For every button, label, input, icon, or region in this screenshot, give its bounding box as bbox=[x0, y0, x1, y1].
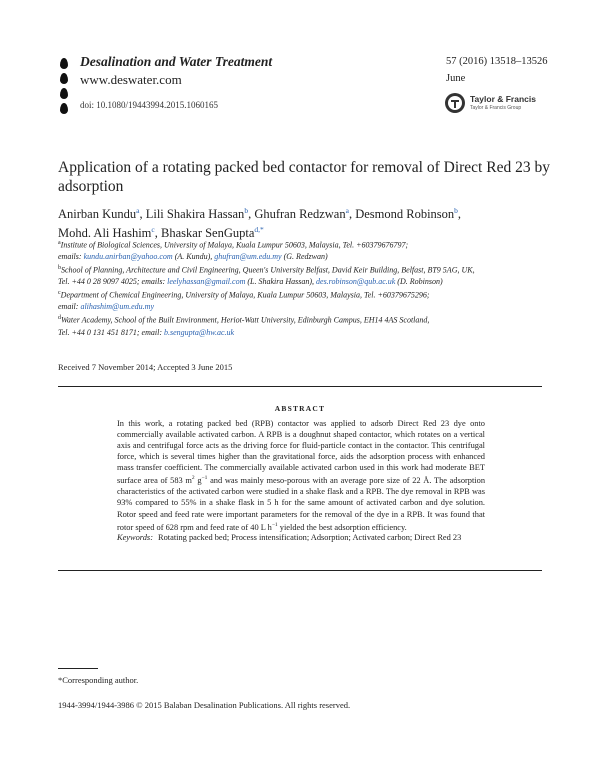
journal-url[interactable]: www.deswater.com bbox=[80, 72, 182, 87]
journal-logo-icon bbox=[58, 58, 72, 120]
received-dates: Received 7 November 2014; Accepted 3 June 2015 bbox=[58, 362, 233, 372]
abstract-heading: ABSTRACT bbox=[274, 404, 326, 413]
email-link[interactable]: des.robinson@qub.ac.uk bbox=[316, 277, 396, 287]
keywords bbox=[117, 532, 485, 543]
keywords-list: Rotating packed bed; Process intensification; Adsorption; Activated carbon; Direct Red 23 bbox=[158, 533, 462, 542]
article-title: Application of a rotating packed bed contactor for removal of Direct Red 23 by adsorption bbox=[58, 159, 550, 195]
author-name: Ghufran Redzwan bbox=[254, 207, 346, 222]
footnote-rule bbox=[58, 668, 98, 669]
journal-title: Desalination and Water Treatment bbox=[80, 54, 273, 69]
issue-month: June bbox=[446, 73, 466, 84]
keywords-label: Keywords: bbox=[117, 533, 153, 542]
author-name: Mohd. Ali Hashim bbox=[58, 226, 152, 241]
publisher-name: Taylor & Francis bbox=[470, 94, 536, 104]
author-affiliation-mark[interactable]: b bbox=[244, 206, 249, 215]
author-affiliation-mark[interactable]: c bbox=[151, 225, 155, 235]
doi[interactable]: doi: 10.1080/19443994.2015.1060165 bbox=[80, 100, 219, 110]
taylor-francis-icon bbox=[444, 92, 466, 114]
volume-info: 57 (2016) 13518–13526 bbox=[446, 56, 548, 67]
affiliation-a: $^a$Institute of Biological Sciences, University of Malaya, Kuala Lumpur 50603, Malaysia, Tel. +60379676797; emails: kundu.anirban@yahoo.com (A. Kundu), ghufran@um.edu.my (G. Redzwan) bbox=[58, 240, 409, 262]
affiliation-c: $^c$Department of Chemical Engineering, University of Malaya, Kuala Lumpur 50603, Malaysia, Tel. +60379675296; email: alihashim@um.edu.my bbox=[58, 290, 430, 312]
author-name: Desmond Robinson bbox=[355, 207, 455, 222]
author-affiliation-mark[interactable]: a bbox=[345, 206, 349, 215]
section-divider bbox=[58, 386, 542, 387]
author-affiliation-mark[interactable]: d,* bbox=[254, 225, 264, 235]
author-name: Anirban Kundu bbox=[58, 207, 137, 222]
email-link[interactable]: b.sengupta@hw.ac.uk bbox=[164, 327, 235, 337]
section-divider bbox=[58, 570, 542, 571]
author-affiliation-mark[interactable]: a bbox=[136, 206, 140, 215]
affiliation-d: $^d$Water Academy, School of the Built Environment, Heriot-Watt University, Edinburgh Campus, EH14 4AS Scotland, Tel. +44 0 131 451 8171; email: b.sengupta@hw.ac.uk bbox=[58, 315, 430, 337]
author-list: Anirban Kundu$^a$, Lili Shakira Hassan$^b$, Ghufran Redzwan$^a$, Desmond Robinson$^b$, Mohd. Ali Hashim$^c$, Bhaskar SenGupta$^{d,*}$ bbox=[58, 206, 462, 241]
email-link[interactable]: leelyhassan@gmail.com bbox=[167, 277, 246, 287]
email-link[interactable]: kundu.anirban@yahoo.com bbox=[83, 252, 173, 262]
author-name: Lili Shakira Hassan bbox=[145, 207, 245, 222]
abstract-body: In this work, a rotating packed bed (RPB) contactor was applied to adsorb Direct Red 23 dye onto commercially available activated carbon. A RPB is a doughnut shaped contactor, which rotates on a vertical axis and centrifugal force acts as the driving force for fluid-particle contact in the contactor. This centrifugal force, which is several times higher than the gravitational force, aids the adsorption process with enhanced mass transfer coefficient. The commercially available activated carbon used in this work had moderate BET surface area of 583 $m^2$ $g^{-1}$ and was mainly meso-porous with an average pore size of 22 Å. The adsorption characteristics of the activated carbon were studied in a shake flask and a RPB. The dye removal in RPB was 93% compared to 55% in a shake flask in 5 h for the same amount of activated carbon and dye solution. Rotor speed and feed rate were important parameters for the removal of the dye in a RPB. It was found that rotor speed of 628 rpm and feed rate of 40 L $h^{-1}$ yielded the best adsorption efficiency. bbox=[117, 419, 486, 532]
email-link[interactable]: alihashim@um.edu.my bbox=[80, 302, 155, 312]
corresponding-author-note: *Corresponding author. bbox=[58, 675, 139, 685]
author-name: Bhaskar SenGupta bbox=[161, 226, 255, 241]
copyright-line: 1944-3994/1944-3986 © 2015 Balaban Desalination Publications. All rights reserved. bbox=[58, 700, 351, 710]
publisher-logo bbox=[444, 92, 554, 116]
publisher-group: Taylor & Francis Group bbox=[470, 105, 522, 111]
email-link[interactable]: ghufran@um.edu.my bbox=[214, 252, 282, 262]
author-affiliation-mark[interactable]: b bbox=[454, 206, 458, 215]
affiliations bbox=[58, 238, 568, 338]
affiliation-b: $^b$School of Planning, Architecture and Civil Engineering, Queen's University Belfast, David Keir Building, Belfast, BT9 5AG, UK, Tel. +44 0 28 9097 4025; emails: leelyhassan@gmail.com (L. Shakira Hassan), des.robinson@qub.ac.uk (D. Robinson) bbox=[58, 265, 475, 287]
